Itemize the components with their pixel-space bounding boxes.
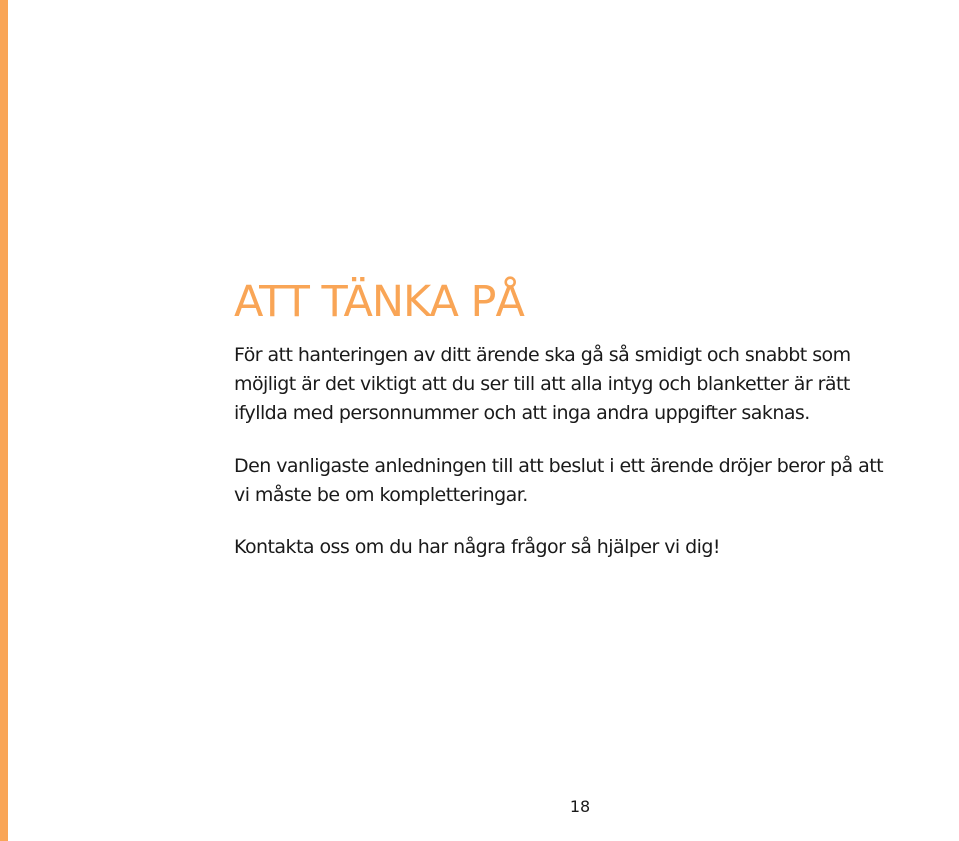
paragraph-line: Kontakta oss om du har några frågor så hjälper vi dig!	[234, 536, 720, 558]
document-content	[234, 276, 956, 562]
paragraph-reason	[234, 452, 956, 510]
paragraph-line: Den vanligaste anledningen till att beslut i ett ärende dröjer beror på att	[234, 455, 884, 477]
page-number: 18	[569, 797, 591, 816]
paragraph-intro	[234, 341, 956, 428]
paragraph-line: vi måste be om kompletteringar.	[234, 484, 528, 506]
page-edge-stripe	[0, 0, 8, 841]
paragraph-line: För att hanteringen av ditt ärende ska gå så smidigt och snabbt som	[234, 344, 851, 366]
paragraph-contact	[234, 533, 956, 562]
paragraph-line: möjligt är det viktigt att du ser till att alla intyg och blanketter är rätt	[234, 373, 850, 395]
paragraph-line: ifyllda med personnummer och att inga andra uppgifter saknas.	[234, 402, 810, 424]
page-heading: ATT TÄNKA PÅ	[234, 277, 524, 327]
